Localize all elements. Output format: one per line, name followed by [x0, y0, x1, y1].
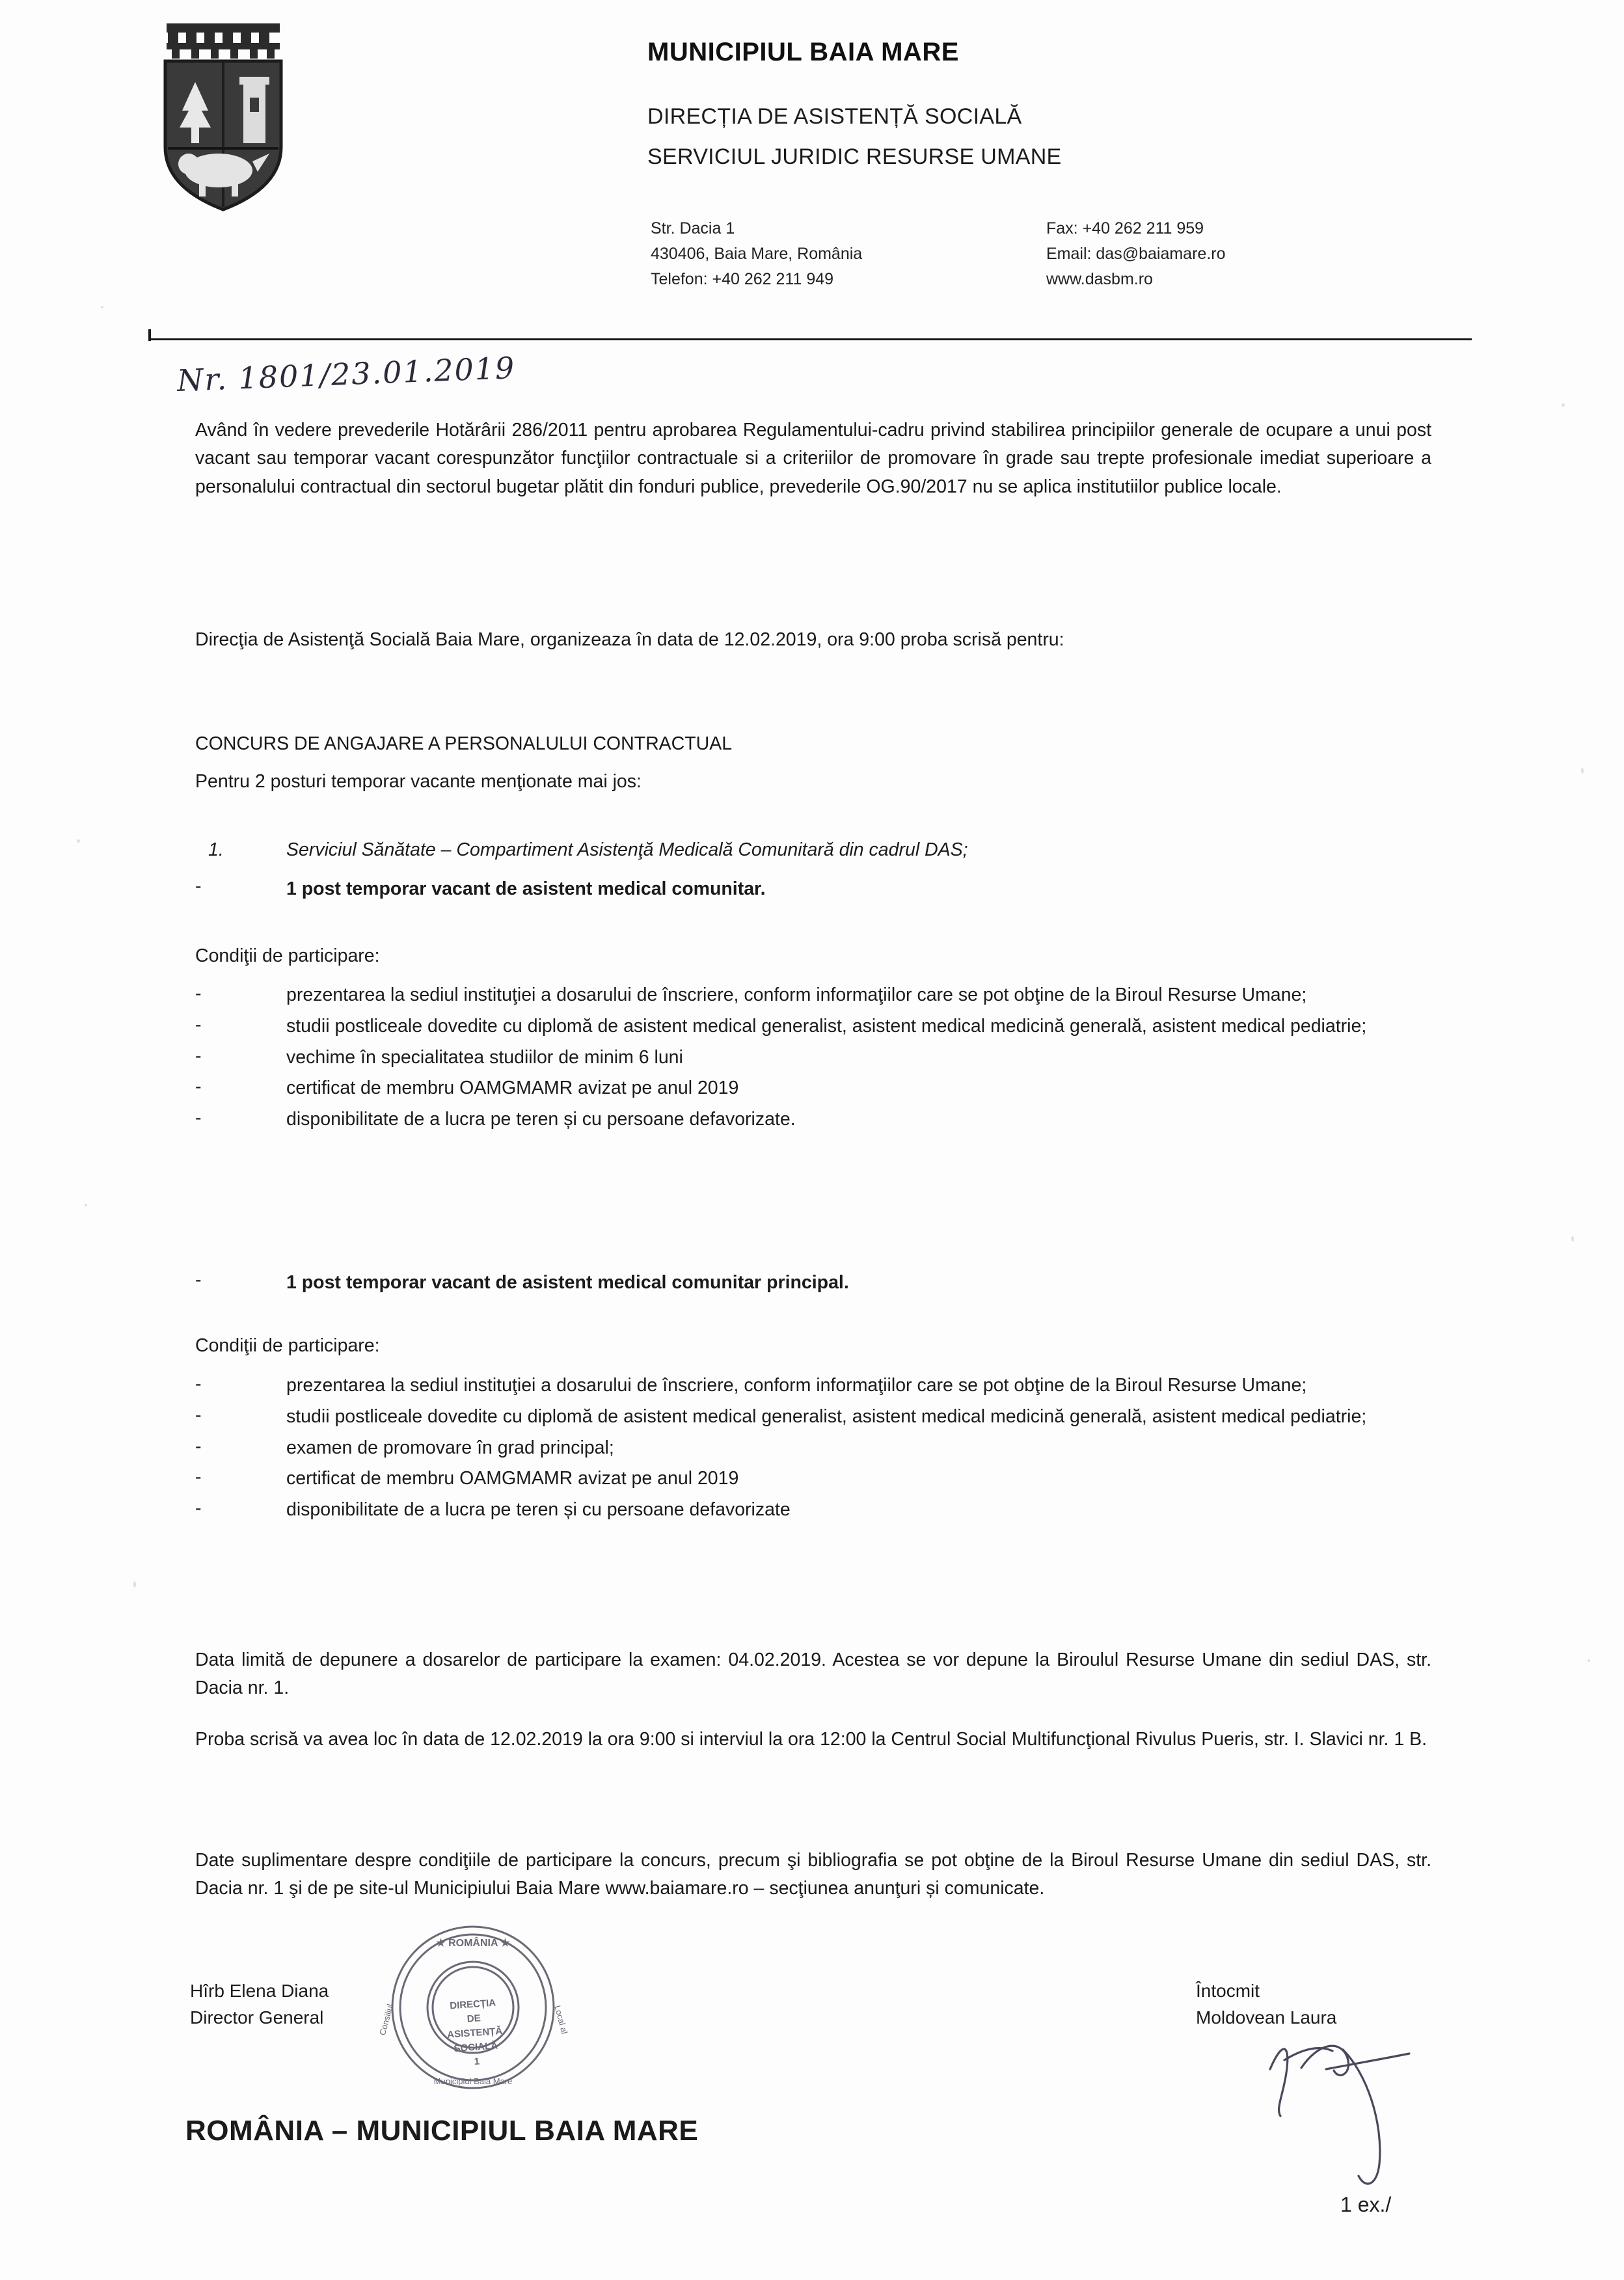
- official-round-stamp-icon: [359, 1923, 587, 2092]
- list-item: [195, 1106, 1431, 1133]
- contact-fax: Fax: +40 262 211 959: [1046, 219, 1204, 238]
- list-item: [195, 1044, 1431, 1072]
- dash-marker: -: [195, 1014, 202, 1035]
- conditions-label-2: Condiţii de participare:: [195, 1335, 380, 1356]
- prepared-by-label: Întocmit: [1196, 1981, 1260, 2001]
- list-item: [195, 1496, 1431, 1524]
- dash-marker: -: [195, 1498, 202, 1519]
- svg-text:★ ROMÂNIA ★: ★ ROMÂNIA ★: [436, 1938, 510, 1949]
- list-item: [195, 1074, 1431, 1102]
- scan-artifact: [85, 1204, 87, 1206]
- prepared-by-block: [1196, 1978, 1336, 2031]
- dash-marker: -: [195, 1467, 202, 1488]
- condition-text: certificat de membru OAMGMAMR avizat pe anul 2019: [286, 1078, 739, 1099]
- post-2-title: 1 post temporar vacant de asistent medical comunitar principal.: [286, 1272, 849, 1293]
- list-item: [195, 1372, 1431, 1400]
- item-title: Serviciul Sănătate – Compartiment Asistenţă Medicală Comunitară din cadrul DAS;: [286, 839, 968, 860]
- scan-artifact: [77, 839, 80, 843]
- paragraph-deadline: Data limită de depunere a dosarelor de participare la examen: 04.02.2019. Acestea se vor depune la Biroulul Resurse Umane din sediul DAS, str. Dacia nr. 1.: [195, 1649, 1431, 1699]
- contact-email[interactable]: Email: das@baiamare.ro: [1046, 244, 1226, 263]
- condition-text: prezentarea la sediul instituţiei a dosarului de înscriere, conform informaţiilor care se pot obţine de la Biroul Resurse Umane;: [286, 984, 1307, 1005]
- address-phone: Telefon: +40 262 211 949: [651, 269, 834, 288]
- scan-artifact: [133, 1581, 136, 1588]
- list-item: [195, 1012, 1431, 1040]
- conditions-label-1: Condiţii de participare:: [195, 945, 380, 966]
- svg-text:Municipiul Baia Mare: Municipiul Baia Mare: [433, 2076, 513, 2086]
- condition-text: disponibilitate de a lucra pe teren și cu persoane defavorizate.: [286, 1109, 796, 1130]
- condition-text: vechime în specialitatea studiilor de minim 6 luni: [286, 1046, 683, 1068]
- signer-title: Director General: [190, 2007, 324, 2028]
- department-line-1: DIRECȚIA DE ASISTENȚĂ SOCIALĂ: [647, 104, 1022, 129]
- dash-marker: -: [195, 1269, 202, 1290]
- condition-text: disponibilitate de a lucra pe teren și cu persoane defavorizate: [286, 1499, 791, 1520]
- contact-website[interactable]: www.dasbm.ro: [1046, 269, 1153, 288]
- dash-marker: -: [195, 1107, 202, 1128]
- paragraph-legal-basis: Având în vedere prevederile Hotărârii 286/2011 pentru aprobarea Regulamentului-cadru privind stabilirea principiilor generale de ocupare a unui post vacant sau temporar vacant corespunzător funcţiilor contractuale si a criteriilor de promovare în grade sau trepte profesionale imediat superioare a personalului contractual din sectorul bugetar plătit din fonduri publice, prevederile OG.90/2017 nu se aplica institutiilor publice locale.: [195, 420, 1431, 497]
- dash-marker: -: [195, 1374, 202, 1394]
- coat-of-arms-icon: [148, 20, 298, 215]
- signer-block: [190, 1978, 329, 2031]
- svg-text:DE: DE: [467, 2013, 481, 2025]
- contact-address: [651, 216, 862, 292]
- signer-name: Hîrb Elena Diana: [190, 1981, 329, 2001]
- condition-text: studii postliceale dovedite cu diplomă de asistent medical generalist, asistent medical medicină generală, asistent medical pediatrie;: [286, 1405, 1367, 1427]
- post-1-title: 1 post temporar vacant de asistent medical comunitar.: [286, 878, 766, 899]
- list-item: [195, 1465, 1431, 1493]
- svg-text:DIRECȚIA: DIRECȚIA: [449, 1997, 496, 2012]
- scan-artifact: [1571, 1236, 1574, 1242]
- dash-marker: -: [195, 1076, 202, 1098]
- country-footer-line: ROMÂNIA – MUNICIPIUL BAIA MARE: [185, 2115, 699, 2147]
- contact-electronic: [1046, 216, 1226, 292]
- paragraph-written-test: Proba scrisă va avea loc în data de 12.02.2019 la ora 9:00 si interviul la ora 12:00 la Centrul Social Multifuncţional Rivulus Pueris, str. I. Slavici nr. 1 B.: [195, 1729, 1428, 1750]
- condition-text: prezentarea la sediul instituţiei a dosarului de înscriere, conform informaţiilor care se pot obţine de la Biroul Resurse Umane;: [286, 1375, 1307, 1396]
- dash-marker: -: [195, 1435, 202, 1457]
- svg-text:SOCIALĂ: SOCIALĂ: [453, 2040, 498, 2055]
- conditions-list-1: [195, 981, 1431, 1137]
- item-number: 1.: [208, 839, 224, 860]
- dash-marker: -: [195, 1404, 202, 1426]
- paragraph-exam-announcement: Direcţia de Asistenţă Socială Baia Mare, organizeaza în data de 12.02.2019, ora 9:00 proba scrisă pentru:: [195, 629, 1064, 650]
- list-item: [195, 1403, 1431, 1431]
- conditions-list-2: [195, 1372, 1431, 1527]
- document-header: [0, 0, 1624, 345]
- list-item: [195, 1434, 1431, 1462]
- paragraph-additional-info: Date suplimentare despre condiţiile de participare la concurs, precum şi bibliografia se pot obţine de la Biroul Resurse Umane din sediul DAS, str. Dacia nr. 1 şi de pe site-ul Municipiului Baia Mare www.baiamare.ro – secţiunea anunţuri și comunicate.: [195, 1850, 1431, 1899]
- header-divider: [151, 338, 1472, 340]
- condition-text: certificat de membru OAMGMAMR avizat pe anul 2019: [286, 1468, 739, 1489]
- svg-text:1: 1: [474, 2056, 480, 2068]
- registration-number: Nr. 1801/23.01.2019: [176, 350, 517, 398]
- scan-artifact: [101, 306, 103, 308]
- list-item: [195, 981, 1431, 1009]
- department-line-2: SERVICIUL JURIDIC RESURSE UMANE: [647, 144, 1062, 169]
- scan-artifact: [1562, 403, 1565, 407]
- scan-artifact: [1588, 1659, 1590, 1662]
- heading-positions-count: Pentru 2 posturi temporar vacante menţionate mai jos:: [195, 771, 642, 792]
- dash-marker: -: [195, 876, 202, 897]
- dash-marker: -: [195, 1045, 202, 1066]
- svg-text:ASISTENȚĂ: ASISTENȚĂ: [446, 2025, 503, 2041]
- copies-note: 1 ex./: [1340, 2193, 1392, 2216]
- prepared-by-name: Moldovean Laura: [1196, 2007, 1337, 2028]
- condition-text: studii postliceale dovedite cu diplomă de asistent medical generalist, asistent medical medicină generală, asistent medical pediatrie;: [286, 1015, 1367, 1037]
- address-street: Str. Dacia 1: [651, 219, 735, 238]
- organization-title: MUNICIPIUL BAIA MARE: [647, 38, 959, 66]
- svg-text:Consiliul: Consiliul: [377, 2003, 396, 2037]
- heading-contest: CONCURS DE ANGAJARE A PERSONALULUI CONTRACTUAL: [195, 733, 733, 754]
- scan-artifact: [1581, 768, 1584, 774]
- dash-marker: -: [195, 983, 202, 1004]
- condition-text: examen de promovare în grad principal;: [286, 1437, 614, 1458]
- svg-text:Local al: Local al: [552, 2004, 570, 2035]
- handwritten-signature-icon: [1256, 2030, 1438, 2193]
- address-city: 430406, Baia Mare, România: [651, 244, 863, 263]
